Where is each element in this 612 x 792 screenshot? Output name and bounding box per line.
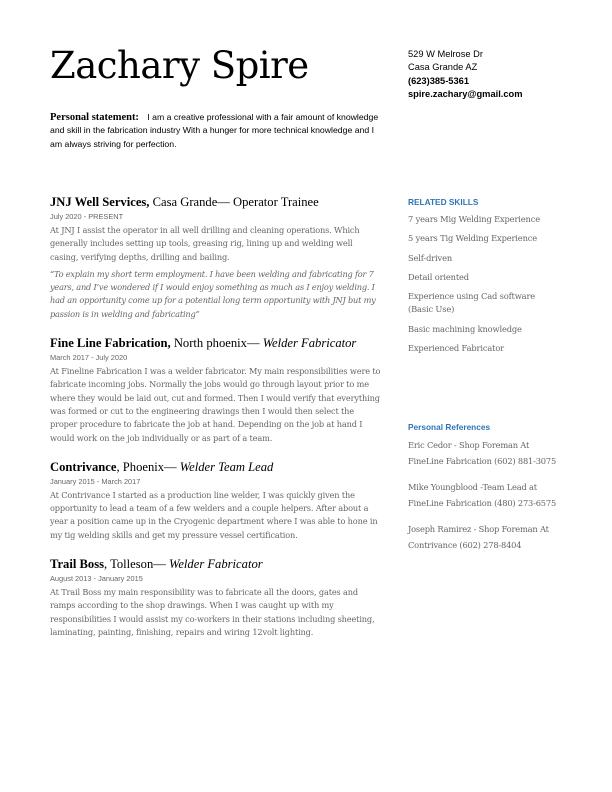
references-heading: Personal References <box>408 422 491 432</box>
job-location: North phoenix— <box>170 336 260 351</box>
job-location: Casa Grande— <box>149 195 230 209</box>
job-description: At Contrivance I started as a production line welder, I was quickly given the opportunity to lead a team of a few welders and a couple helpers. After about a year a position came up in the Cryogenic department where I was able to hone in my tig welding skills and get my pressure vessel certification. <box>50 489 378 540</box>
statement-text: I am a creative professional with a fair amount of knowledge and skill in the fabrication industry With a hunger for more technical knowledge and I am always striving for perfection. <box>50 112 379 149</box>
job-role: Welder Fabricator <box>259 336 357 351</box>
candidate-name: Zachary Spire <box>50 44 309 87</box>
skill-item: 7 years Mig Welding Experience <box>408 214 540 224</box>
personal-references-section <box>408 422 558 564</box>
job-dates: July 2020 - PRESENT <box>50 212 124 221</box>
job-location: , Phoenix— <box>116 459 177 474</box>
job-location: , Tolleson— <box>104 557 166 572</box>
address-line-2: Casa Grande AZ <box>408 62 478 73</box>
reference-item: Eric Cedor - Shop Foreman At FineLine Fabrication (602) 881-3075 <box>408 440 557 466</box>
phone-number: (623)385-5361 <box>408 75 469 86</box>
skills-heading: RELATED SKILLS <box>408 197 479 207</box>
job-dates: August 2013 - January 2015 <box>50 574 143 584</box>
job-employer: Contrivance <box>50 459 117 474</box>
job-note-quote: “To explain my short term employment. I have been welding and fabricating for 7 years, and I’ve wondered if I would enjoy something as much as I enjoy welding. I had an opportunity come up for a potential long term opportunity with JNJ but my passion is in welding and fabricating” <box>50 268 376 319</box>
job-role: Welder Team Lead <box>176 459 274 474</box>
related-skills-section <box>408 197 558 361</box>
job-title <box>50 459 382 475</box>
job-title <box>50 194 382 210</box>
job-entry <box>50 556 382 639</box>
job-description: At Fineline Fabrication I was a welder fabricator. My main responsibilities were to fabricate incoming jobs. Normally the jobs would go through layout prior to me where they would be laid out, cut and formed. Then I would verify that everything was formed or cut to the engineering drawings then I would then select the proper procedure to fabricate the job at hand. Depending on the job at hand I would work on the job individually or as part of a team. <box>50 366 381 443</box>
job-title <box>50 556 382 572</box>
job-employer: JNJ Well Services, <box>50 195 150 209</box>
skill-item: Experience using Cad software (Basic Use) <box>408 291 536 315</box>
personal-statement <box>50 111 380 151</box>
skill-item: 5 years Tig Welding Experience <box>408 233 538 244</box>
job-role: Welder Fabricator <box>165 557 263 572</box>
job-entry <box>50 194 382 321</box>
reference-item: Mike Youngblood -Team Lead at FineLine Fabrication (480) 273-6575 <box>408 482 557 508</box>
job-role: Operator Trainee <box>229 195 319 209</box>
skill-item: Self-driven <box>408 252 453 263</box>
job-description: At JNJ I assist the operator in all well drilling and cleaning operations. Which generally includes setting up tools, greasing rig, lining up and welding well casing, verifying depths, drilling and bailing. <box>50 225 360 262</box>
statement-label: Personal statement: <box>50 112 139 123</box>
address-line-1: 529 W Melrose Dr <box>408 49 483 59</box>
reference-item: Joseph Ramirez - Shop Foreman At Contrivance (602) 278-8404 <box>408 524 549 550</box>
experience-section <box>50 194 382 653</box>
job-title <box>50 335 382 351</box>
job-employer: Fine Line Fabrication, <box>50 336 171 351</box>
skill-item: Experienced Fabricator <box>408 343 504 354</box>
job-employer: Trail Boss <box>50 557 104 572</box>
job-description: At Trail Boss my main responsibility was to fabricate all the doors, gates and ramps according to the shop drawings. When I was caught up with my responsibilities I would assist my co-workers in their stations including sheeting, laminating, painting, finishing, repairs and wiring 12volt lighting. <box>50 587 375 637</box>
skill-item: Detail oriented <box>408 271 469 282</box>
job-entry <box>50 459 382 542</box>
skill-item: Basic machining knowledge <box>408 323 522 334</box>
contact-block <box>408 48 588 101</box>
job-dates: March 2017 - July 2020 <box>50 353 128 363</box>
email-address: spire.zachary@gmail.com <box>408 88 523 99</box>
job-dates: January 2015 - March 2017 <box>50 476 141 486</box>
job-entry <box>50 335 382 445</box>
